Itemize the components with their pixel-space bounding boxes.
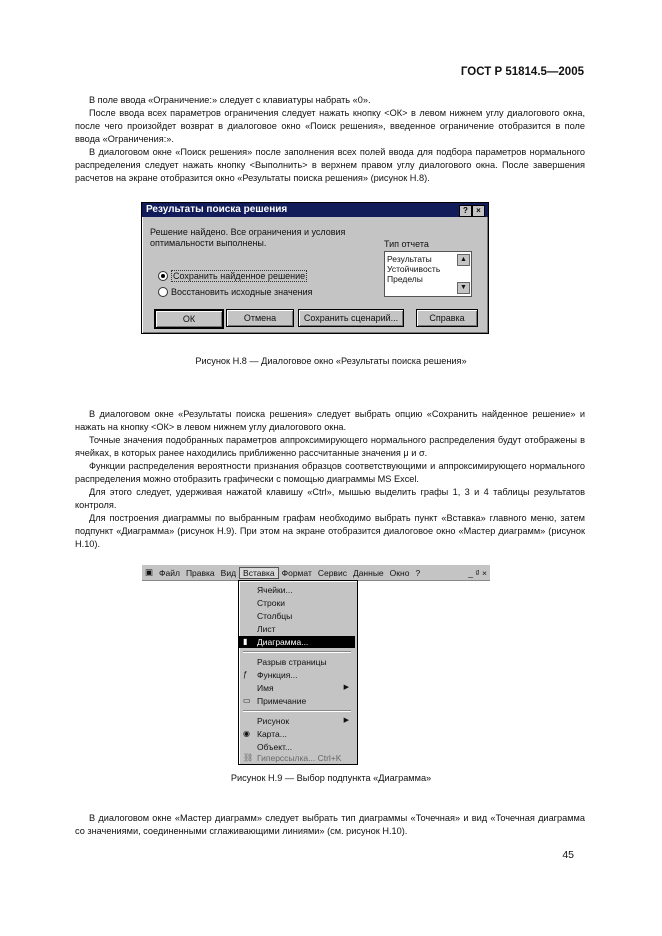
- menu-file[interactable]: Файл: [159, 567, 180, 578]
- menu-item-label: Столбцы: [257, 611, 293, 621]
- menu-item-label: Лист: [257, 624, 276, 634]
- help-icon[interactable]: ?: [459, 205, 472, 217]
- menu-window[interactable]: Окно: [389, 567, 410, 578]
- radio-label: Сохранить найденное решение: [173, 271, 306, 281]
- radio-label: Восстановить исходные значения: [171, 287, 313, 297]
- cancel-button[interactable]: Отмена: [226, 309, 294, 327]
- save-scenario-button[interactable]: Сохранить сценарий...: [298, 309, 404, 327]
- radio-selected-icon[interactable]: [158, 271, 168, 281]
- menu-item-label: Рисунок: [257, 716, 290, 726]
- report-type-label: Тип отчета: [384, 239, 429, 249]
- ok-button[interactable]: ОК: [154, 309, 224, 329]
- menu-item-map[interactable]: [239, 728, 355, 740]
- paragraph: В диалоговом окне «Мастер диаграмм» следует выбрать тип диаграммы «Точечная» и вид «Точечная диаграмма со значениями, соединенными сглаживающими линиями» (см. рисунок Н.10).: [75, 813, 585, 836]
- globe-icon: ◉: [243, 729, 250, 738]
- paragraph: Для построения диаграммы по выбранным графам необходимо выбрать пункт «Вставка» главного меню, затем подпункт «Диаграмма» (рисунок Н.9). При этом на экране отобразится диалоговое окно «Мастер диаграмм» (рисунок Н.10).: [75, 513, 585, 549]
- paragraph: В диалоговом окне «Поиск решения» после заполнения всех полей ввода для подбора параметров нормального распределения следует нажать кнопку <Выполнить> в верхнем правом углу диалогового окна. После завершения расчетов на экране отобразится окно «Результаты поиска решения» (рисунок Н.8).: [75, 147, 585, 183]
- menu-item-chart[interactable]: [239, 636, 355, 648]
- radio-save-solution[interactable]: [158, 270, 307, 282]
- menu-item-label: Примечание: [257, 696, 307, 706]
- menu-insert[interactable]: Вставка: [239, 567, 279, 579]
- menu-help[interactable]: ?: [415, 567, 421, 578]
- standard-header: ГОСТ Р 51814.5—2005: [460, 66, 584, 78]
- menu-item-comment[interactable]: [239, 695, 355, 707]
- menu-item-sheet[interactable]: [239, 623, 355, 635]
- text-block-2: [75, 408, 585, 551]
- paragraph: В поле ввода «Ограничение:» следует с клавиатуры набрать «0».: [89, 95, 371, 105]
- menu-item-page-break[interactable]: [239, 656, 355, 668]
- page-number: 45: [562, 849, 574, 861]
- menu-item-label: Гиперссылка... Ctrl+K: [257, 753, 342, 763]
- menu-item-columns[interactable]: [239, 610, 355, 622]
- dialog-title-bar: [142, 203, 488, 217]
- window-controls[interactable]: _ ₫ ×: [468, 567, 487, 578]
- menu-view[interactable]: Вид: [220, 567, 237, 578]
- excel-menu-bar: [142, 565, 490, 581]
- menu-item-label: Имя: [257, 683, 274, 693]
- radio-restore-values[interactable]: [158, 287, 313, 297]
- comment-icon: ▭: [243, 696, 251, 705]
- close-icon[interactable]: ×: [472, 205, 485, 217]
- menu-item-cells[interactable]: [239, 584, 355, 596]
- list-item[interactable]: Пределы: [387, 274, 423, 284]
- list-item[interactable]: Устойчивость: [387, 264, 441, 274]
- menu-item-label: Карта...: [257, 729, 287, 739]
- report-type-list[interactable]: [384, 251, 472, 297]
- menu-item-label: Разрыв страницы: [257, 657, 327, 667]
- insert-dropdown-menu: [238, 580, 358, 765]
- paragraph: В диалоговом окне «Результаты поиска решения» следует выбрать опцию «Сохранить найденное решение» и нажать на кнопку <ОК> в левом нижнем углу диалогового окна.: [75, 409, 585, 432]
- menu-item-label: Ячейки...: [257, 585, 293, 595]
- menu-item-rows[interactable]: [239, 597, 355, 609]
- excel-icon[interactable]: ▣: [145, 567, 154, 577]
- radio-empty-icon[interactable]: [158, 287, 168, 297]
- paragraph: После ввода всех параметров ограничения следует нажать кнопку <ОК> в левом нижнем углу диалогового окна, после чего произойдет возврат в диалоговое окно «Поиск решения», введенное ограничение отобразится в поле ввода «Ограничения:».: [75, 108, 585, 144]
- menu-item-label: Функция...: [257, 670, 298, 680]
- menu-item-label: Строки: [257, 598, 285, 608]
- menu-item-label: Объект...: [257, 742, 293, 752]
- message-line: оптимальности выполнены.: [150, 238, 267, 248]
- dialog-message: [150, 227, 345, 249]
- menu-format[interactable]: Формат: [281, 567, 312, 578]
- hyperlink-icon: ⛓: [243, 753, 254, 762]
- scroll-down-icon[interactable]: ▼: [457, 282, 470, 294]
- dialog-title: Результаты поиска решения: [146, 204, 288, 215]
- paragraph: Точные значения подобранных параметров аппроксимирующего нормального распределения будут отображены в ячейках, в которых ранее находились приближенно рассчитанные значения μ и σ.: [75, 435, 585, 458]
- chart-icon: ▮: [243, 637, 248, 646]
- menu-data[interactable]: Данные: [352, 567, 384, 578]
- paragraph: Для этого следует, удерживая нажатой клавишу «Ctrl», мышью выделить графы 1, 3 и 4 таблицы результатов контроля.: [75, 487, 585, 510]
- paragraph: Функции распределения вероятности признания образцов соответствующими и аппроксимирующего нормального распределения можно отобразить графически с помощью диаграммы MS Excel.: [75, 461, 585, 484]
- menu-item-label: Диаграмма...: [257, 637, 309, 647]
- solver-results-dialog: [141, 202, 489, 334]
- menu-separator: [243, 710, 351, 712]
- figure-caption: Рисунок Н.8 — Диалоговое окно «Результаты поиска решения»: [195, 356, 467, 366]
- function-icon: ƒ: [243, 670, 248, 679]
- message-line: Решение найдено. Все ограничения и условия: [150, 227, 346, 237]
- menu-item-hyperlink[interactable]: [239, 752, 355, 764]
- menu-item-name[interactable]: [239, 682, 355, 694]
- figure-caption: Рисунок Н.9 — Выбор подпункта «Диаграмма»: [230, 773, 432, 783]
- text-block-1: [75, 94, 585, 185]
- list-item[interactable]: Результаты: [387, 254, 432, 264]
- submenu-arrow-icon: ▶: [343, 717, 349, 724]
- menu-item-function[interactable]: [239, 669, 355, 681]
- menu-tools[interactable]: Сервис: [317, 567, 347, 578]
- submenu-arrow-icon: ▶: [343, 684, 349, 691]
- help-button[interactable]: Справка: [416, 309, 478, 327]
- text-block-3: [75, 812, 585, 838]
- menu-item-picture[interactable]: [239, 715, 355, 727]
- menu-edit[interactable]: Правка: [185, 567, 215, 578]
- menu-separator: [243, 651, 351, 653]
- scroll-up-icon[interactable]: ▲: [457, 254, 470, 266]
